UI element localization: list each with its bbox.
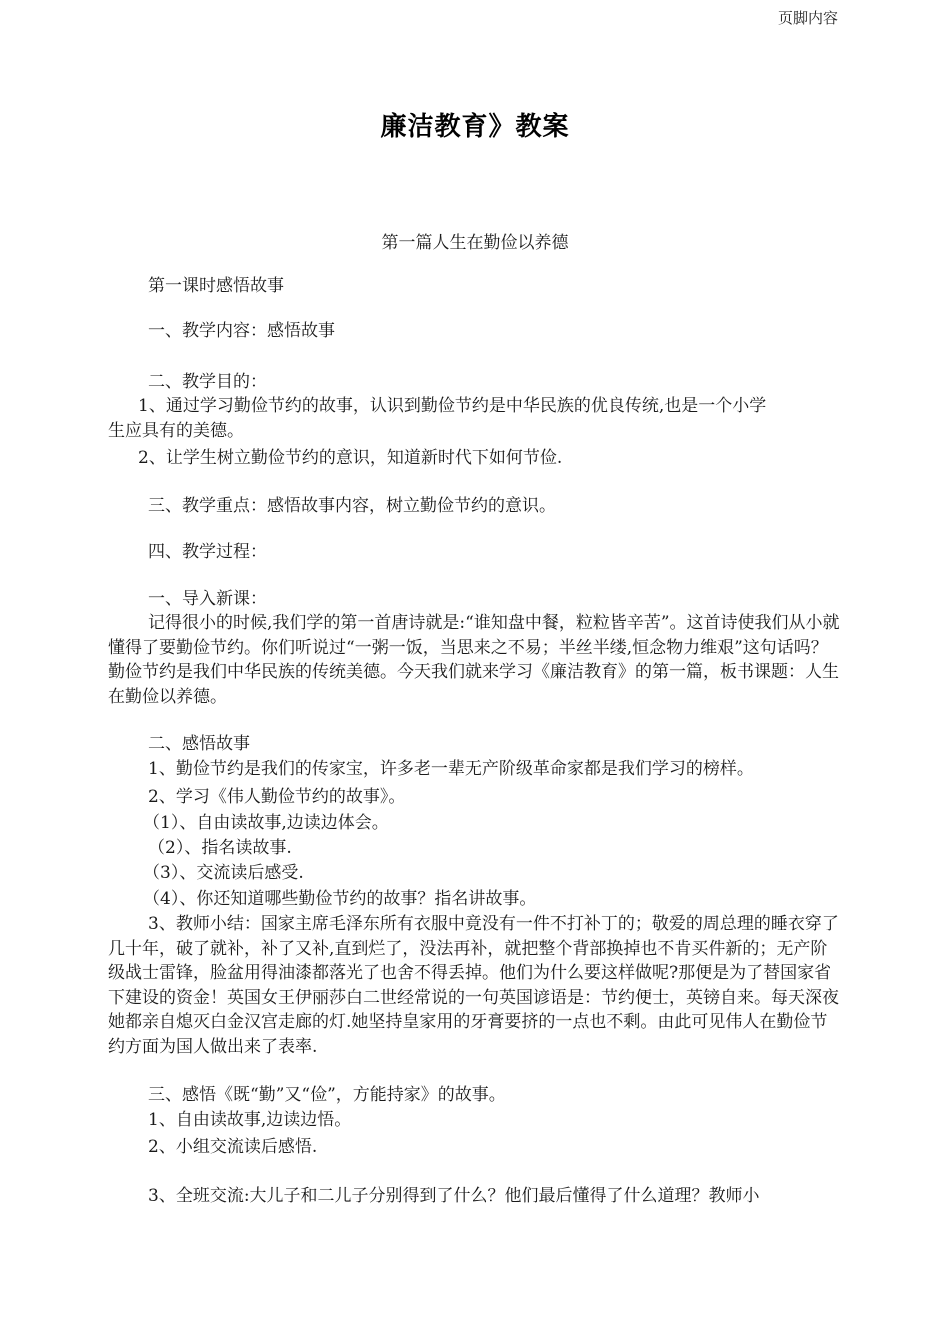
chapter-subtitle: 第一篇人生在勤俭以养德	[381, 233, 569, 253]
key-points: 三、教学重点：感悟故事内容，树立勤俭节约的意识。	[148, 496, 556, 516]
lesson-heading: 第一课时感悟故事	[148, 276, 284, 296]
story-heading: 二、感悟故事	[148, 734, 250, 754]
summary-paragraph: 3、教师小结：国家主席毛泽东所有衣服中竟没有一件不打补丁的；敬爱的周总理的睡衣穿了几十年，破了就补，补了又补,直到烂了，没法再补，就把整个背部换掉也不肯买件新的；无产阶级战士雷锋，脸盆用得油漆都落光了也舍不得丢掉。他们为什么要这样做呢?那便是为了替国家省下建设的资金！英国女王伊丽莎白二世经常说的一句英国谚语是：节约便士，英镑自来。每天深夜她都亲自熄灭白金汉宫走廊的灯.她坚持皇家用的牙膏要挤的一点也不剩。由此可见伟人在勤俭节约方面为国人做出来了表率.	[108, 914, 839, 1057]
story-item-2: 2、学习《伟人勤俭节约的故事》。	[148, 787, 406, 807]
teaching-content: 一、教学内容：感悟故事	[148, 321, 335, 341]
goal-item-2: 2、让学生树立勤俭节约的意识，知道新时代下如何节俭.	[138, 448, 563, 468]
third-item-2: 2、小组交流读后感悟.	[148, 1137, 318, 1157]
third-item-1: 1、自由读故事,边读边悟。	[148, 1110, 352, 1130]
document-title: 廉洁教育》教案	[380, 112, 570, 142]
goals-heading: 二、教学目的：	[148, 372, 267, 392]
story-subitem-2: （2）、指名读故事.	[148, 838, 292, 858]
goal-item-1-continued: 生应具有的美德。	[108, 421, 244, 441]
story-subitem-1: （1）、自由读故事,边读边体会。	[143, 813, 389, 833]
intro-heading: 一、导入新课：	[148, 589, 267, 609]
story-subitem-4: （4）、你还知道哪些勤俭节约的故事？指名讲故事。	[143, 889, 537, 909]
goal-item-1: 1、通过学习勤俭节约的故事，认识到勤俭节约是中华民族的优良传统,也是一个小学	[138, 396, 767, 416]
intro-paragraph: 记得很小的时候,我们学的第一首唐诗就是:“谁知盘中餐，粒粒皆辛苦”。这首诗使我们从小就懂得了要勤俭节约。你们听说过“一粥一饭，当思来之不易；半丝半缕,恒念物力维艰”这句话吗？勤俭节约是我们中华民族的传统美德。今天我们就来学习《廉洁教育》的第一篇，板书课题：人生在勤俭以养德。	[108, 613, 840, 707]
process-heading: 四、教学过程：	[148, 542, 267, 562]
third-item-3: 3、全班交流:大儿子和二儿子分别得到了什么？他们最后懂得了什么道理？教师小	[148, 1186, 760, 1206]
story-subitem-3: （3）、交流读后感受.	[143, 863, 304, 883]
footer-note: 页脚内容	[778, 9, 839, 27]
third-section-heading: 三、感悟《既“勤”又“俭”，方能持家》的故事。	[148, 1085, 506, 1105]
story-item-1: 1、勤俭节约是我们的传家宝，许多老一辈无产阶级革命家都是我们学习的榜样。	[148, 759, 754, 779]
